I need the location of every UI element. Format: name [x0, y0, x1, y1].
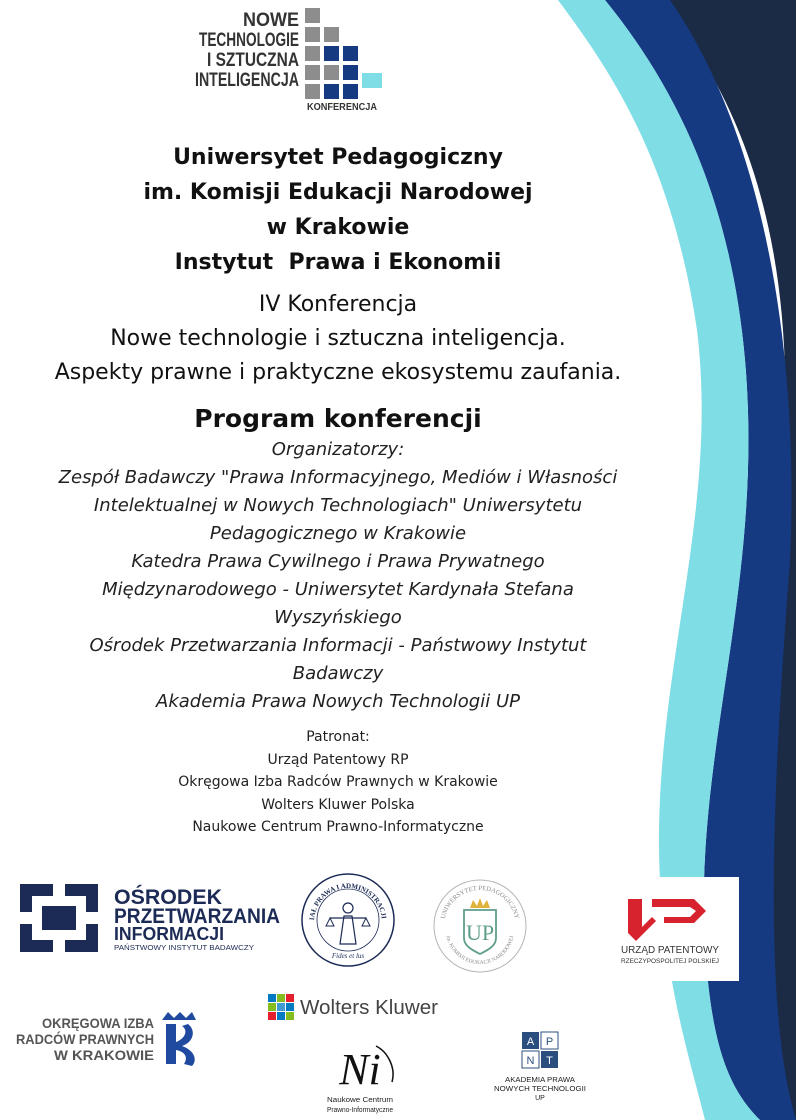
oirp-line-3: W KRAKOWIE: [54, 1047, 154, 1063]
organizer-line: Zespół Badawczy "Prawa Informacyjnego, Mediów i Własności: [58, 467, 618, 488]
up-seal-graphic: [432, 878, 528, 974]
conference-title-block: [0, 288, 676, 390]
conference-edition: IV Konferencja: [258, 292, 418, 317]
header-logo-line-1: NOWE: [243, 10, 299, 31]
opi-line-1: OŚRODEK: [114, 886, 221, 909]
organizer-line: Badawczy: [292, 663, 384, 684]
oirp-logo: [12, 1008, 202, 1068]
up-monogram: UP: [465, 920, 495, 945]
ncpi-logo-graphic: [318, 1038, 402, 1116]
apnt-logo-graphic: [490, 1030, 594, 1106]
opi-line-4: PAŃSTWOWY INSTYTUT BADAWCZY: [114, 945, 238, 952]
organizer-line: Międzynarodowego - Uniwersytet Kardynała Stefana: [102, 579, 574, 600]
opi-line-2: PRZETWARZANIA: [114, 905, 280, 928]
ncpi-line-1: Naukowe Centrum: [327, 1097, 394, 1104]
ncpi-line-2: Prawno-Informatyczne: [327, 1107, 394, 1114]
oirp-line-1: OKRĘGOWA IZBA: [42, 1015, 154, 1031]
crown-icon: [162, 1012, 196, 1020]
organizer-line: Wyszyńskiego: [274, 607, 402, 628]
apnt-line-2: NOWYCH TECHNOLOGII: [494, 1086, 587, 1093]
up-ring-text: UNIWERSYTET PEDAGOGICZNY: [439, 885, 521, 920]
ncpi-logo: [318, 1038, 402, 1116]
oirp-line-2: RADCÓW PRAWNYCH: [16, 1031, 167, 1047]
apnt-letter-t: T: [546, 1055, 553, 1067]
organizer-line: Pedagogicznego w Krakowie: [209, 523, 467, 544]
header-logo-line-2: TECHNOLOGIE: [199, 30, 299, 51]
opi-line-3: INFORMACJI: [114, 924, 224, 944]
ncpi-mark: Ni: [339, 1045, 381, 1094]
patronage-heading: Patronat:: [306, 729, 370, 745]
up-ring-bottom-text: im. KOMISJI EDUKACJI NARODOWEJ: [444, 935, 516, 967]
upo-logo-graphic: [602, 877, 739, 981]
upo-line-2: RZECZYPOSPOLITEJ POLSKIEJ: [621, 958, 719, 965]
organizer-line: Ośrodek Przetwarzania Informacji - Państwowy Instytut: [89, 635, 587, 656]
organizers-block: [0, 436, 676, 716]
apnt-letter-a: A: [526, 1036, 535, 1048]
opi-logo-graphic: [18, 882, 288, 954]
wpia-seal-graphic: [300, 872, 396, 968]
wpia-ring-text: IAŁ PRAWA I ADMINISTRACJI: [308, 881, 388, 921]
institute-line: Instytut Prawa i Ekonomii: [174, 250, 502, 275]
wolters-kluwer-logo: [266, 990, 444, 1022]
patron-line: Urząd Patentowy RP: [267, 751, 409, 768]
apnt-line-1: AKADEMIA PRAWA: [505, 1077, 576, 1084]
patron-line: Wolters Kluwer Polska: [261, 796, 415, 813]
apnt-letter-p: P: [545, 1036, 554, 1048]
urzad-patentowy-logo: [602, 877, 739, 981]
wolters-logo-graphic: [266, 990, 444, 1022]
university-line: Uniwersytet Pedagogiczny: [173, 145, 503, 170]
upo-line-1: URZĄD PATENTOWY: [621, 945, 720, 956]
patron-line: Naukowe Centrum Prawno-Informatyczne: [192, 819, 484, 835]
patronage-block: [0, 726, 676, 839]
wpia-uksw-seal: [300, 872, 396, 968]
header-conference-logo: [195, 6, 395, 112]
university-line: w Krakowie: [266, 215, 410, 240]
apnt-logo: [490, 1030, 594, 1106]
conference-title: Nowe technologie i sztuczna inteligencja.: [110, 326, 566, 351]
organizers-heading: Organizatorzy:: [271, 439, 405, 460]
header-logo-sub: KONFERENCJA: [307, 102, 377, 112]
wolters-text: Wolters Kluwer: [300, 997, 439, 1019]
wpia-motto: Fides et lus: [331, 952, 365, 960]
apnt-letter-n: N: [526, 1055, 535, 1067]
opi-logo: [18, 882, 288, 954]
program-title: Program konferencji: [194, 404, 482, 433]
conference-subtitle: Aspekty prawne i praktyczne ekosystemu zaufania.: [54, 360, 622, 385]
header-logo-line-4: INTELIGENCJA: [195, 70, 300, 91]
apnt-line-3: UP: [535, 1095, 545, 1102]
university-block: [0, 140, 676, 280]
organizer-line: Intelektualnej w Nowych Technologiach" Uniwersytetu: [93, 495, 583, 516]
header-logo-graphic: [195, 6, 395, 112]
organizer-line: Katedra Prawa Cywilnego i Prawa Prywatnego: [131, 551, 545, 572]
header-logo-line-3: I SZTUCZNA: [207, 50, 300, 71]
up-seal: [432, 878, 528, 974]
organizer-line: Akademia Prawa Nowych Technologii UP: [156, 691, 520, 712]
patron-line: Okręgowa Izba Radców Prawnych w Krakowie: [178, 774, 498, 790]
oirp-logo-graphic: [12, 1008, 202, 1068]
university-line: im. Komisji Edukacji Narodowej: [143, 180, 533, 205]
